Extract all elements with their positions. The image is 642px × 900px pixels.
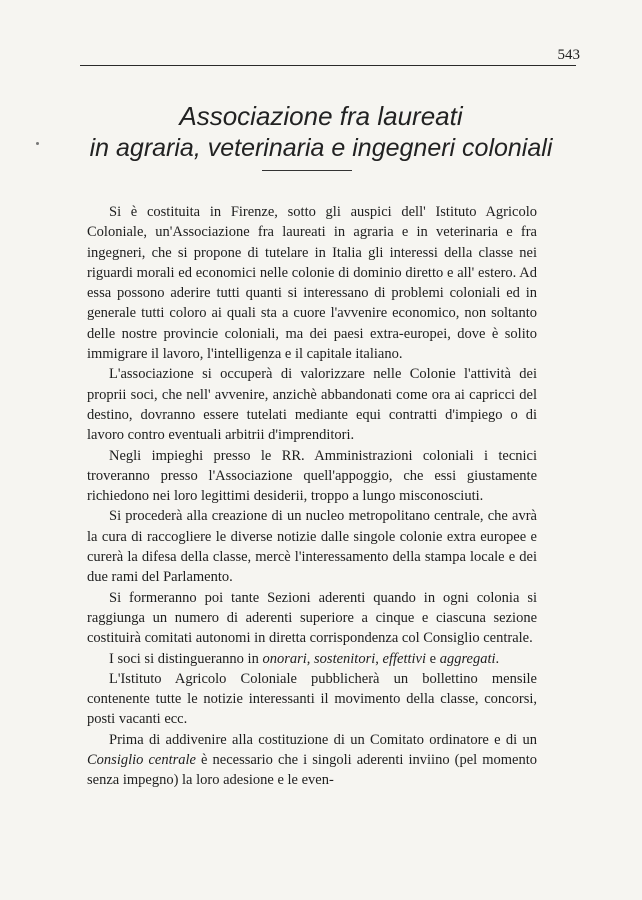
p8-before: Prima di addivenire alla costituzione di un Comitato ordinatore e di un: [109, 731, 537, 748]
paragraph-5: Si formeranno poi tante Sezioni aderenti quando in ogni colonia si raggiunga un numero di aderenti superiore a cinque e ciascuna sezione costituirà comitati autonomi in diretta corrispondenza col Consiglio centrale.: [87, 589, 537, 647]
page-number: 543: [557, 47, 580, 63]
member-category-onorari: onorari: [262, 650, 307, 667]
article-body: [87, 202, 537, 791]
paragraph-1: Si è costituita in Firenze, sotto gli auspici dell' Istituto Agricolo Coloniale, un'Associazione fra laureati in agraria e in veterinaria e fra ingegneri, che si propone di tutelare in Italia gli interessi della classe nei riguardi morali ed economici nelle colonie di dominio diretto e all' estero. Ad essa possono aderire tutti quanti si interessano di problemi coloniali ed in generale tutti coloro ai quali sta a cuore l'avvenire economico, non soltanto delle nostre provincie coloniali, ma dei paesi extra-europei, dove è solito immigrare il lavoro, l'intelligenza e il capitale italiano.: [87, 204, 537, 363]
p6-sep2: ,: [375, 650, 383, 667]
paragraph-2: L'associazione si occuperà di valorizzare nelle Colonie l'attività dei proprii soci, che nell' avvenire, anzichè abbandonati come ora ai capricci del destino, dovranno essere tutelati mediante equi contratti d'impiego o di lavoro contro eventuali arbitrii d'imprenditori.: [87, 366, 537, 444]
article-title: [60, 100, 582, 164]
p6-sep3: e: [426, 650, 440, 667]
p6-after: .: [495, 650, 500, 667]
title-rule: [262, 170, 352, 171]
p6-sep1: ,: [306, 650, 315, 667]
member-category-sostenitori: sostenitori: [314, 650, 376, 667]
member-category-effettivi: effettivi: [382, 650, 426, 667]
paragraph-3: Negli impieghi presso le RR. Amministrazioni coloniali i tecnici troveranno presso l'Associazione quell'appoggio, che essi giustamente richiedono nei loro legittimi desiderii, troppo a lungo misconosciuti.: [87, 447, 537, 505]
member-category-aggregati: aggregati: [439, 650, 496, 667]
header-rule: [80, 65, 576, 66]
paragraph-7: L'Istituto Agricolo Coloniale pubblicherà un bollettino mensile contenente tutte le notizie interessanti il movimento della classe, concorsi, posti vacanti ecc.: [87, 670, 537, 728]
consiglio-centrale-emphasis: Consiglio centrale: [87, 752, 196, 769]
title-line-2: in agraria, veterinaria e ingegneri coloniali: [89, 134, 553, 162]
paragraph-8: [87, 730, 537, 791]
paragraph-4: Si procederà alla creazione di un nucleo metropolitano centrale, che avrà la cura di raccogliere le diverse notizie dalle singole colonie extra europee e curerà la difesa della classe, mercè l'interessamento della stampa locale e dei due rami del Parlamento.: [87, 508, 537, 586]
scan-speck: [36, 142, 39, 145]
p8-after: è necessario che i singoli aderenti inviino (pel momento senza impegno) la loro adesione e le even-: [87, 752, 537, 789]
title-line-1: Associazione fra laureati: [179, 101, 463, 131]
paragraph-6: [87, 649, 537, 669]
p6-before: I soci si distingueranno in: [109, 650, 263, 667]
